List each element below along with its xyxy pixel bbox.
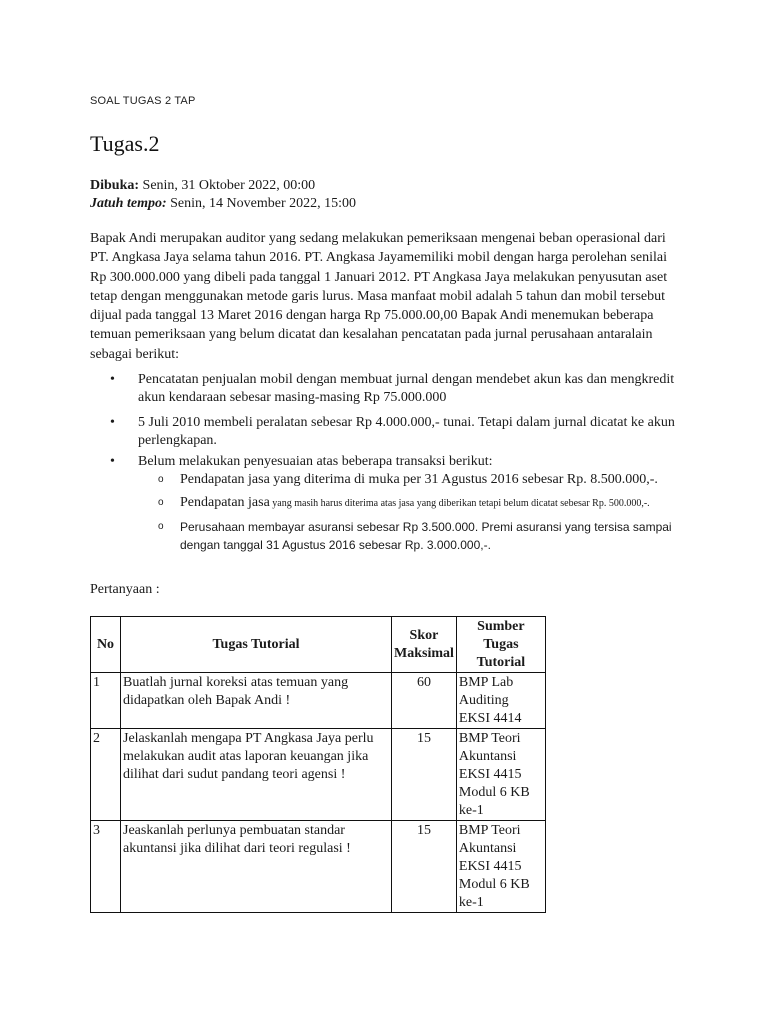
- header-source: Sumber Tugas Tutorial: [456, 617, 545, 673]
- question-label: Pertanyaan :: [90, 582, 160, 597]
- finding-2-text: 5 Juli 2010 membeli peralatan sebesar Rp 4.000.000,- tunai. Tetapi dalam jurnal dicatat ke akun perlengkapan.: [138, 415, 675, 448]
- row-no: 1: [91, 673, 121, 729]
- row-task: Jelaskanlah mengapa PT Angkasa Jaya perlu melakukan audit atas laporan keuangan jika dilihat dari sudut pandang teori agensi !: [121, 729, 392, 821]
- finding-item: [90, 453, 680, 554]
- table-row: [91, 673, 546, 729]
- row-score: 15: [392, 729, 457, 821]
- findings-list: [90, 371, 680, 554]
- row-source: BMP Teori Akuntansi EKSI 4415 Modul 6 KB ke-1: [456, 821, 545, 913]
- table-row: [91, 729, 546, 821]
- case-description: Bapak Andi merupakan auditor yang sedang melakukan pemeriksaan mengenai beban operasional dari PT. Angkasa Jaya selama tahun 2016. PT. Angkasa Jayamemiliki mobil dengan harga perolehan senilai Rp 300.000.000 yang dibeli pada tanggal 1 Januari 2012. PT Angkasa Jaya melakukan penyusutan aset tetap dengan menggunakan metode garis lurus. Masa manfaat mobil adalah 5 tahun dan mobil tersebut dijual pada tanggal 13 Maret 2016 dengan harga Rp 75.000.00,00 Bapak Andi menemukan beberapa temuan pemeriksaan yang belum dicatat dan kesalahan pencatatan pada jurnal perusahaan antaralain sebagai berikut:: [90, 231, 668, 362]
- document-header-label: SOAL TUGAS 2 TAP: [90, 95, 196, 107]
- opened-date-line: [90, 177, 315, 195]
- table-row: [91, 821, 546, 913]
- adjustment-item: [138, 495, 680, 512]
- finding-1-text: Pencatatan penjualan mobil dengan membuat jurnal dengan mendebet akun kas dan mengkredit akun kendaraan sebesar masing-masing Rp 75.000.000: [138, 372, 675, 405]
- adjustment-2-head: Pendapatan jasa: [180, 495, 270, 510]
- table-header-row: [91, 617, 546, 673]
- adjustment-item: [138, 471, 680, 489]
- finding-item: [90, 414, 680, 450]
- opened-label: Dibuka:: [90, 178, 140, 193]
- adjustment-item: [138, 518, 680, 554]
- adjustment-2-tail: yang masih harus diterima atas jasa yang diberikan tetapi belum dicatat sebesar Rp. 500.000,-.: [269, 498, 650, 509]
- row-task: Buatlah jurnal koreksi atas temuan yang didapatkan oleh Bapak Andi !: [121, 673, 392, 729]
- row-no: 3: [91, 821, 121, 913]
- finding-item: [90, 371, 680, 407]
- row-score: 15: [392, 821, 457, 913]
- header-no: No: [91, 617, 121, 673]
- tutorial-table: [90, 616, 546, 913]
- due-label: Jatuh tempo:: [90, 196, 167, 211]
- row-source: BMP Lab Auditing EKSI 4414: [456, 673, 545, 729]
- header-score: Skor Maksimal: [392, 617, 457, 673]
- adjustment-3-text: Perusahaan membayar asuransi sebesar Rp 3.500.000. Premi asuransi yang tersisa sampai dengan tanggal 31 Agustus 2016 sebesar Rp. 3.000.000,-.: [180, 520, 672, 552]
- finding-3-text: Belum melakukan penyesuaian atas beberapa transaksi berikut:: [138, 454, 493, 469]
- due-value: Senin, 14 November 2022, 15:00: [166, 196, 356, 211]
- row-score: 60: [392, 673, 457, 729]
- page-title: Tugas.2: [90, 131, 160, 156]
- row-source: BMP Teori Akuntansi EKSI 4415 Modul 6 KB ke-1: [456, 729, 545, 821]
- due-date-line: [90, 195, 356, 213]
- opened-value: Senin, 31 Oktober 2022, 00:00: [139, 178, 316, 193]
- row-no: 2: [91, 729, 121, 821]
- row-task: Jeaskanlah perlunya pembuatan standar akuntansi jika dilihat dari teori regulasi !: [121, 821, 392, 913]
- header-task: Tugas Tutorial: [121, 617, 392, 673]
- adjustments-sublist: [138, 471, 680, 554]
- adjustment-1-text: Pendapatan jasa yang diterima di muka per 31 Agustus 2016 sebesar Rp. 8.500.000,-.: [180, 472, 658, 487]
